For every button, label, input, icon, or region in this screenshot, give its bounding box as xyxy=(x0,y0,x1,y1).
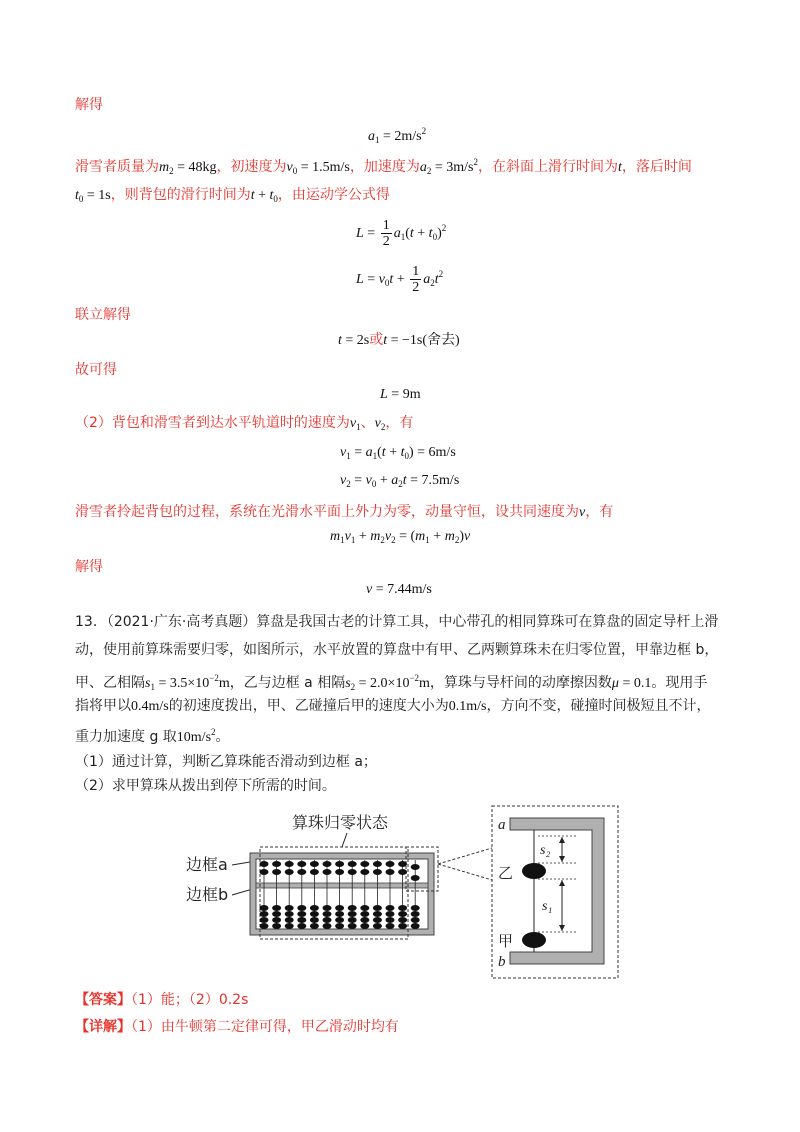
text-line-delay: $t_0 = 1s$，则背包的滑行时间为$t + t_0$，由运动学公式得 xyxy=(75,187,390,204)
problem-line-3: 甲、乙相隔$s_1 = 3.5\times 10^{-2}m$，乙与边框 a 相隔$s_2 = 2.0\times 10^{-2}m$，算珠与导杆间的动摩擦因数μ = 0.1。现用手 xyxy=(75,673,708,692)
abacus-bead xyxy=(310,905,319,911)
abacus-bead xyxy=(373,869,382,875)
abacus-bead xyxy=(411,917,420,923)
problem-line-2: 动，使用前算珠需要归零，如图所示，水平放置的算盘中有甲、乙两颗算珠未在归零位置，甲靠边框 b， xyxy=(75,642,719,658)
text-line-speeds: （2）背包和滑雪者到达水平轨道时的速度为$v_1$、$v_2$，有 xyxy=(75,415,414,432)
abacus-bead xyxy=(411,905,420,911)
question-2: （2）求甲算珠从拨出到停下所需的时间。 xyxy=(75,778,336,794)
abacus-bead xyxy=(297,861,306,867)
abacus-bead xyxy=(323,905,332,911)
abacus-bead xyxy=(285,905,294,911)
abacus-bead xyxy=(323,923,332,929)
abacus-bead xyxy=(323,917,332,923)
abacus-bead xyxy=(272,923,281,929)
abacus-bead xyxy=(310,869,319,875)
abacus-bead xyxy=(386,917,395,923)
abacus-bead xyxy=(411,923,420,929)
label-bead-jia: 甲 xyxy=(498,932,514,950)
inline-m2: $m_2 = 48kg$ xyxy=(159,160,217,176)
problem-line-4: 指将甲以0.4m/s的初速度拨出，甲、乙碰撞后甲的速度大小为0.1m/s，方向不变，碰撞时间极短且不计， xyxy=(75,698,711,714)
abacus-bead xyxy=(411,911,420,917)
text-jiede-1: 解得 xyxy=(75,97,103,113)
abacus-bead xyxy=(260,869,269,875)
abacus-bead xyxy=(335,905,344,911)
abacus-bead xyxy=(348,911,357,917)
abacus-bead xyxy=(335,911,344,917)
abacus-bead xyxy=(335,861,344,867)
label-s2: s₂ xyxy=(540,843,551,858)
equation-t-solution: t = 2s或t = −1s(舍去) xyxy=(338,332,460,348)
abacus-bead xyxy=(411,864,420,870)
abacus-bead xyxy=(411,875,420,881)
bead-jia xyxy=(522,932,546,948)
problem-line-5: 重力加速度 g 取$10m/s^2$。 xyxy=(75,727,230,745)
abacus-bead xyxy=(348,905,357,911)
abacus-bead xyxy=(297,869,306,875)
abacus-bead xyxy=(310,917,319,923)
abacus-bead xyxy=(348,861,357,867)
abacus-bead xyxy=(348,923,357,929)
abacus-bead xyxy=(373,911,382,917)
equation-v-result: v = 7.44m/s xyxy=(366,582,432,597)
abacus-bead xyxy=(386,905,395,911)
abacus-bead xyxy=(285,861,294,867)
abacus-bead xyxy=(398,905,407,911)
label-frame-a: 边框a xyxy=(186,855,228,874)
abacus-bead xyxy=(386,923,395,929)
abacus-bead xyxy=(360,905,369,911)
abacus-bead xyxy=(285,917,294,923)
abacus-bead xyxy=(272,861,281,867)
abacus-bead xyxy=(386,861,395,867)
text-jiede-2: 解得 xyxy=(75,559,103,575)
abacus-bead xyxy=(360,861,369,867)
answer-line: 【答案】（1）能；（2）0.2s xyxy=(75,992,249,1008)
abacus-bead xyxy=(323,861,332,867)
abacus-bead xyxy=(373,861,382,867)
equation-L1: L = $\frac{1}{2}$ $a_1(t + t_0)^2$ xyxy=(356,218,447,250)
bead-yi xyxy=(522,863,546,879)
abacus-bead xyxy=(310,861,319,867)
abacus-bead xyxy=(335,923,344,929)
abacus-bead xyxy=(310,923,319,929)
abacus-bead xyxy=(297,911,306,917)
abacus-bead xyxy=(360,923,369,929)
abacus-bead xyxy=(348,917,357,923)
equation-L-result: L = 9m xyxy=(380,387,421,402)
equation-L2: $L = v_0t$ + $\frac{1}{2}$ $a_2t^2$ xyxy=(356,264,444,296)
label-s1: s₁ xyxy=(542,899,553,914)
detail-line: 【详解】（1）由牛顿第二定律可得，甲乙滑动时均有 xyxy=(75,1019,399,1035)
text-line-momentum: 滑雪者拎起背包的过程，系统在光滑水平面上外力为零，动量守恒，设共同速度为v，有 xyxy=(75,504,614,520)
abacus-bead xyxy=(260,905,269,911)
abacus-bead xyxy=(260,861,269,867)
abacus-bead xyxy=(398,861,407,867)
abacus-bead xyxy=(285,869,294,875)
inline-s2: $s_2 = 2.0\times 10^{-2}m$ xyxy=(345,673,430,692)
text-lianli-jiede: 联立解得 xyxy=(75,307,131,323)
abacus-bead xyxy=(360,869,369,875)
abacus-bead xyxy=(373,905,382,911)
abacus-bead xyxy=(335,869,344,875)
abacus-bead xyxy=(398,869,407,875)
label-frame-b: 边框b xyxy=(186,885,229,904)
abacus-bead xyxy=(297,905,306,911)
abacus-bead xyxy=(398,917,407,923)
detail-label-a: a xyxy=(498,817,506,833)
abacus-bead xyxy=(323,869,332,875)
abacus-bead xyxy=(323,911,332,917)
inline-a2: $a_2 = 3m/s^2$ xyxy=(419,157,478,176)
text-line-skier-mass: 滑雪者质量为$m_2 = 48kg$，初速度为$v_0 = 1.5m/s$，加速度为$a_2 = 3m/s^2$，在斜面上滑行时间为t，落后时间 xyxy=(75,157,692,176)
detail-label-b: b xyxy=(498,954,506,970)
equation-momentum: $m_1v_1 + m_2v_2 = (m_1 + m_2)v$ xyxy=(330,529,471,545)
abacus-bead xyxy=(272,917,281,923)
abacus-bead xyxy=(398,911,407,917)
abacus-bead xyxy=(373,923,382,929)
equation-a1: $a_1 = 2m/s^2$ xyxy=(368,126,427,145)
abacus-bead xyxy=(285,923,294,929)
abacus-bead xyxy=(272,905,281,911)
abacus-bead xyxy=(360,917,369,923)
abacus-bead xyxy=(386,869,395,875)
abacus-bead xyxy=(272,911,281,917)
inline-s1: $s_1 = 3.5\times 10^{-2}m$ xyxy=(145,673,230,692)
question-1: （1）通过计算，判断乙算珠能否滑动到边框 a； xyxy=(75,754,377,770)
abacus-bead xyxy=(285,911,294,917)
text-gukede: 故可得 xyxy=(75,362,117,378)
abacus-bead xyxy=(297,917,306,923)
abacus-bead xyxy=(260,923,269,929)
equation-v1: $v_1 = a_1(t + t_0) = 6m/s$ xyxy=(340,445,456,461)
abacus-bead xyxy=(297,923,306,929)
abacus-bead xyxy=(260,911,269,917)
abacus-bead xyxy=(310,911,319,917)
label-bead-yi: 乙 xyxy=(498,864,514,882)
problem-line-1: 13．（2021·广东·高考真题）算盘是我国古老的计算工具，中心带孔的相同算珠可在算盘的固定导杆上滑 xyxy=(75,614,719,630)
abacus-bead xyxy=(335,917,344,923)
abacus-bead xyxy=(360,911,369,917)
abacus-figure xyxy=(182,804,622,984)
abacus-bead xyxy=(398,923,407,929)
equation-v2: $v_2 = v_0 + a_2t = 7.5m/s$ xyxy=(340,473,460,489)
figure-caption: 算珠归零状态 xyxy=(292,813,389,832)
abacus-bead xyxy=(260,917,269,923)
abacus-bead xyxy=(386,911,395,917)
inline-v0: $v_0 = 1.5m/s$ xyxy=(286,160,350,176)
abacus-bead xyxy=(272,869,281,875)
abacus-bead xyxy=(348,869,357,875)
abacus-bead xyxy=(373,917,382,923)
